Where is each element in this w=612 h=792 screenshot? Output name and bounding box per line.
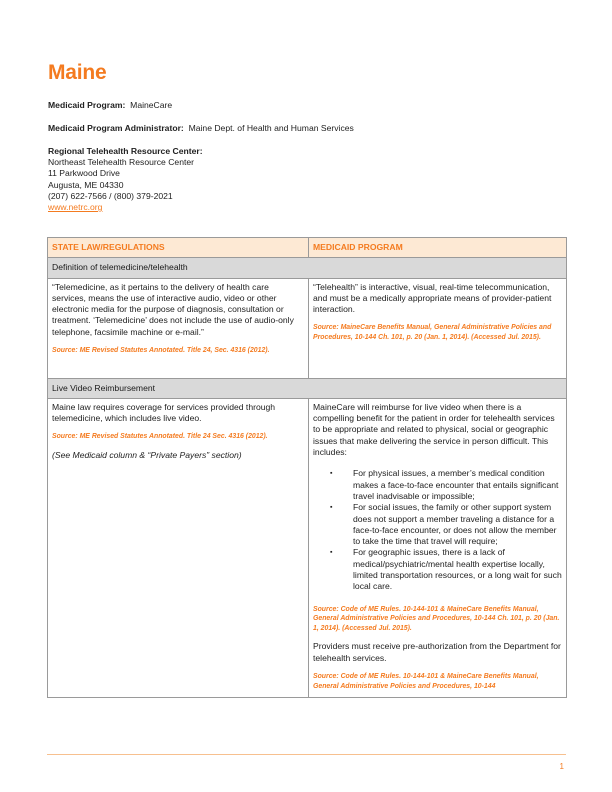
state-law-text: “Telemedicine, as it pertains to the delivery of health care services, means the use of interactive audio, video or other electronic media for the purpose of diagnosis, consultation or treatment. ‘Telemedicine’ does not include the use of audio-only telephone, facsimile machine or e-mail.” [52, 281, 294, 337]
administrator-line [48, 123, 354, 134]
administrator-label: Medicaid Program Administrator: [48, 123, 184, 133]
table-header-row [48, 238, 567, 258]
medicaid-cell [309, 278, 567, 378]
resource-center-phone: (207) 622-7566 / (800) 379-2021 [48, 190, 173, 201]
medicaid-cell [309, 398, 567, 697]
table-row [48, 398, 567, 697]
list-item: ▪ For physical issues, a member’s medical condition makes a face-to-face encounter that entails significant travel inadvisable or impossible; [353, 468, 562, 502]
medicaid-program-label: Medicaid Program: [48, 100, 126, 110]
resource-center-name: Northeast Telehealth Resource Center [48, 157, 195, 168]
list-item: ▪ For geographic issues, there is a lack of medical/psychiatric/mental health expertise locally, limited transportation resources, or a long wait for such local care. [353, 547, 562, 592]
section-title: Definition of telemedicine/telehealth [48, 258, 567, 278]
medicaid-source: Source: Code of ME Rules. 10-144-101 & MaineCare Benefits Manual, General Administrative Policies and Procedures, 10-144 Ch. 101, p. 20 (Jan. 1, 2014). (Accessed Jul. 2015). [313, 605, 560, 632]
medicaid-program-value: MaineCare [130, 100, 173, 110]
table-row [48, 278, 567, 378]
policy-table [47, 237, 567, 698]
state-law-cell [48, 398, 309, 697]
medicaid-text: MaineCare will reimburse for live video when there is a compelling benefit for the patient in order for telehealth services to be appropriate and related to physical, social or geographic issues that make delivering the service in person difficult. This includes: [313, 401, 555, 458]
state-law-cell [48, 278, 309, 378]
medicaid-program-line [48, 100, 172, 111]
section-row-definition [48, 258, 567, 278]
page-number: 1 [559, 762, 564, 771]
resource-center-block [48, 146, 203, 213]
medicaid-source: Source: MaineCare Benefits Manual, General Administrative Policies and Procedures, 10-144 Ch. 101, p. 20 (Jan. 1, 2014). (Accessed Jul. 2015). [313, 324, 552, 342]
page-title: Maine [48, 61, 107, 84]
administrator-value: Maine Dept. of Health and Human Services [188, 123, 354, 133]
resource-center-address2: Augusta, ME 04330 [48, 179, 124, 190]
medicaid-text: “Telehealth” is interactive, visual, real-time telecommunication, and must be a medically appropriate means of provider-patient interaction. [313, 281, 552, 315]
header-state-law: STATE LAW/REGULATIONS [48, 238, 309, 258]
header-medicaid-program: MEDICAID PROGRAM [309, 238, 567, 258]
section-title: Live Video Reimbursement [48, 378, 567, 398]
resource-center-website-link[interactable]: www.netrc.org [48, 202, 103, 213]
medicaid-text-2: Providers must receive pre-authorization from the Department for telehealth services. [313, 641, 561, 663]
state-law-note: (See Medicaid column & “Private Payers” section) [52, 450, 242, 461]
resource-center-address1: 11 Parkwood Drive [48, 168, 120, 179]
state-law-source: Source: ME Revised Statutes Annotated. Title 24 Sec. 4316 (2012). [52, 433, 268, 441]
resource-center-label: Regional Telehealth Resource Center: [48, 146, 203, 156]
medicaid-source-2: Source: Code of ME Rules. 10-144-101 & MaineCare Benefits Manual, General Administrative Policies and Procedures, 10-144 [313, 673, 539, 690]
section-row-live-video [48, 378, 567, 398]
footer-divider [47, 754, 566, 755]
list-item: ▪ For social issues, the family or other support system does not support a member traveling a distance for a face-to-face encounter, or does not allow the member to take the time that travel will require; [353, 502, 562, 547]
medicaid-bullet-list [313, 468, 562, 592]
state-law-text: Maine law requires coverage for services provided through telemedicine, which includes live video. [52, 401, 276, 424]
state-law-source: Source: ME Revised Statutes Annotated. Title 24, Sec. 4316 (2012). [52, 347, 270, 355]
